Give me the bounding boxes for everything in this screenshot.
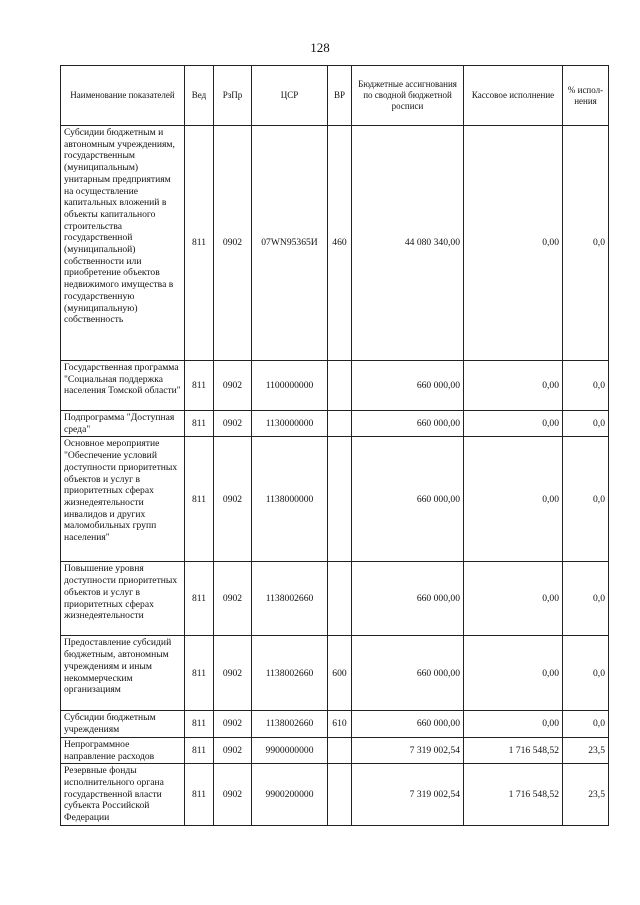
row-cash: 1 716 548,52 <box>464 737 563 763</box>
row-percent: 0,0 <box>563 361 609 411</box>
row-budget: 660 000,00 <box>352 636 464 711</box>
row-ved: 811 <box>185 361 214 411</box>
row-budget: 7 319 002,54 <box>352 737 464 763</box>
row-cash: 0,00 <box>464 437 563 562</box>
row-cash: 1 716 548,52 <box>464 764 563 826</box>
table-row <box>61 711 609 737</box>
row-budget: 660 000,00 <box>352 562 464 636</box>
row-percent: 23,5 <box>563 737 609 763</box>
row-percent: 0,0 <box>563 411 609 437</box>
header-csr: ЦСР <box>252 66 328 126</box>
row-vr <box>328 764 352 826</box>
row-name: Подпрограмма "Доступная среда" <box>61 411 185 437</box>
row-cash: 0,00 <box>464 361 563 411</box>
row-rzpr: 0902 <box>214 737 252 763</box>
row-csr: 1100000000 <box>252 361 328 411</box>
row-name: Резервные фонды исполнительного органа государственной власти субъекта Российской Федерации <box>61 764 185 826</box>
header-ved: Вед <box>185 66 214 126</box>
row-budget: 660 000,00 <box>352 711 464 737</box>
row-ved: 811 <box>185 764 214 826</box>
table-row <box>61 764 609 826</box>
row-percent: 0,0 <box>563 437 609 562</box>
row-name: Субсидии бюджетным учреждениям <box>61 711 185 737</box>
row-cash: 0,00 <box>464 411 563 437</box>
row-vr: 600 <box>328 636 352 711</box>
row-percent: 0,0 <box>563 126 609 361</box>
header-cash-execution: Кассовое исполнение <box>464 66 563 126</box>
row-vr <box>328 437 352 562</box>
row-ved: 811 <box>185 411 214 437</box>
row-vr <box>328 562 352 636</box>
row-ved: 811 <box>185 711 214 737</box>
row-vr <box>328 737 352 763</box>
row-csr: 07WN95365И <box>252 126 328 361</box>
row-vr <box>328 411 352 437</box>
row-csr: 1138002660 <box>252 636 328 711</box>
table-header-row <box>61 66 609 126</box>
row-name: Повышение уровня доступности приоритетных объектов и услуг в приоритетных сферах жизнедеятельности <box>61 562 185 636</box>
row-vr: 460 <box>328 126 352 361</box>
row-name: Субсидии бюджетным и автономным учреждениям, государственным (муниципальным) унитарным предприятиям на осуществление капитальных вложений в объекты капитального строительства государственной (муниципальной) собственности или приобретение объектов недвижимого имущества в государственную (муниципальную) собственность <box>61 126 185 361</box>
table-row <box>61 126 609 361</box>
page-number: 128 <box>310 40 330 55</box>
row-vr: 610 <box>328 711 352 737</box>
row-name: Непрограммное направление расходов <box>61 737 185 763</box>
row-percent: 23,5 <box>563 764 609 826</box>
row-rzpr: 0902 <box>214 411 252 437</box>
row-ved: 811 <box>185 737 214 763</box>
header-name: Наименование показателей <box>61 66 185 126</box>
row-ved: 811 <box>185 437 214 562</box>
row-csr: 9900200000 <box>252 764 328 826</box>
row-csr: 1138002660 <box>252 711 328 737</box>
row-rzpr: 0902 <box>214 437 252 562</box>
table-row <box>61 737 609 763</box>
row-ved: 811 <box>185 562 214 636</box>
row-budget: 660 000,00 <box>352 437 464 562</box>
row-cash: 0,00 <box>464 636 563 711</box>
row-rzpr: 0902 <box>214 711 252 737</box>
row-percent: 0,0 <box>563 636 609 711</box>
row-ved: 811 <box>185 126 214 361</box>
row-ved: 811 <box>185 636 214 711</box>
row-vr <box>328 361 352 411</box>
table-row <box>61 411 609 437</box>
row-name: Основное мероприятие "Обеспечение условий доступности приоритетных объектов и услуг в приоритетных сферах жизнедеятельности инвалидов и других маломобильных групп населения" <box>61 437 185 562</box>
row-rzpr: 0902 <box>214 562 252 636</box>
header-vr: ВР <box>328 66 352 126</box>
row-cash: 0,00 <box>464 711 563 737</box>
row-budget: 660 000,00 <box>352 361 464 411</box>
budget-execution-table <box>60 65 609 826</box>
row-cash: 0,00 <box>464 562 563 636</box>
header-budget-allocations: Бюджетные ассигнования по сводной бюджетной росписи <box>352 66 464 126</box>
header-rzpr: РзПр <box>214 66 252 126</box>
row-rzpr: 0902 <box>214 126 252 361</box>
row-name: Государственная программа "Социальная поддержка населения Томской области" <box>61 361 185 411</box>
row-rzpr: 0902 <box>214 361 252 411</box>
row-csr: 1138000000 <box>252 437 328 562</box>
table-row <box>61 562 609 636</box>
row-budget: 44 080 340,00 <box>352 126 464 361</box>
row-name: Предоставление субсидий бюджетным, автономным учреждениям и иным некоммерческим организациям <box>61 636 185 711</box>
row-rzpr: 0902 <box>214 636 252 711</box>
table-row <box>61 437 609 562</box>
row-budget: 7 319 002,54 <box>352 764 464 826</box>
row-rzpr: 0902 <box>214 764 252 826</box>
row-csr: 1138002660 <box>252 562 328 636</box>
table-row <box>61 636 609 711</box>
row-percent: 0,0 <box>563 562 609 636</box>
row-percent: 0,0 <box>563 711 609 737</box>
row-budget: 660 000,00 <box>352 411 464 437</box>
row-csr: 9900000000 <box>252 737 328 763</box>
row-cash: 0,00 <box>464 126 563 361</box>
row-csr: 1130000000 <box>252 411 328 437</box>
header-percent-execution: % испол-нения <box>563 66 609 126</box>
table-row <box>61 361 609 411</box>
